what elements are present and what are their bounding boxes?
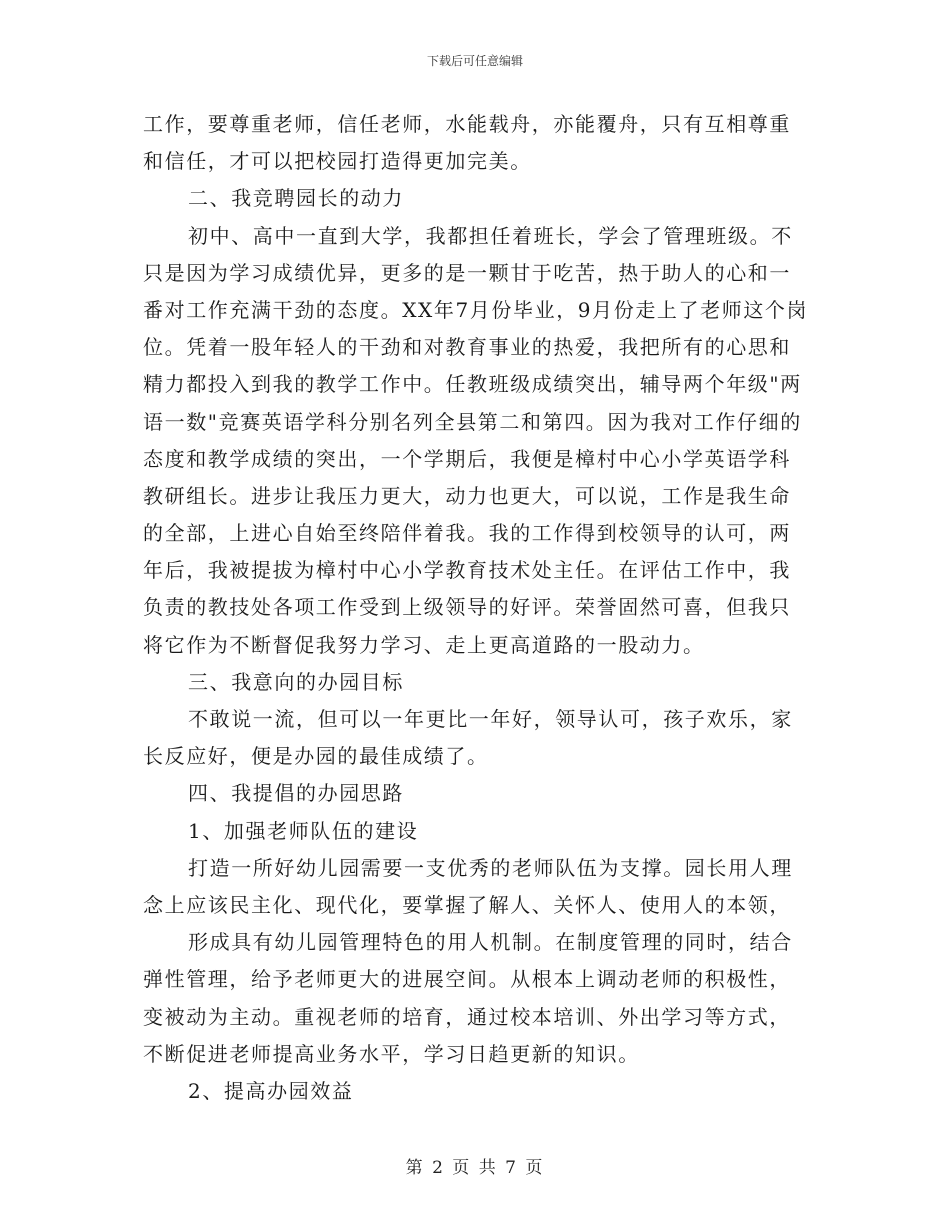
text-line: 三、我意向的办园目标 (188, 669, 404, 694)
text-line: 不敢说一流，但可以一年更比一年好，领导认可，孩子欢乐，家 (188, 707, 793, 731)
page-footer: 第 2 页 共 7 页 (405, 1158, 545, 1178)
text-line: 的全部，上进心自始至终陪伴着我。我的工作得到校领导的认可，两 (143, 521, 791, 546)
text-line: 变被动为主动。重视老师的培育，通过校本培训、外出学习等方式， (143, 1004, 791, 1029)
text-line: 形成具有幼儿园管理特色的用人机制。在制度管理的同时，结合 (188, 930, 793, 955)
page-header: 下载后可任意编辑 (426, 54, 523, 68)
text-line: 位。凭着一股年轻人的干劲和对教育事业的热爱，我把所有的心思和 (143, 335, 791, 360)
text-line: 语一数"竞赛英语学科分别名列全县第二和第四。因为我对工作仔细的 (143, 409, 802, 434)
text-line: 工作，要尊重老师，信任老师，水能载舟，亦能覆舟，只有互相尊重 (143, 112, 791, 136)
text-line: 教研组长。进步让我压力更大，动力也更大，可以说，工作是我生命 (143, 483, 791, 508)
text-line: 2、提高办园效益 (188, 1078, 354, 1103)
text-line: 打造一所好幼儿园需要一支优秀的老师队伍为支撑。园长用人理 (188, 855, 793, 880)
text-line: 1、加强老师队伍的建设 (188, 818, 419, 843)
text-line: 将它作为不断督促我努力学习、走上更高道路的一股动力。 (143, 632, 705, 657)
text-line: 精力都投入到我的教学工作中。任教班级成绩突出，辅导两个年级"两 (143, 372, 802, 397)
text-line: 不断促进老师提高业务水平，学习日趋更新的知识。 (143, 1041, 640, 1066)
text-line: 四、我提倡的办园思路 (188, 781, 404, 806)
text-line: 长反应好，便是办园的最佳成绩了。 (143, 744, 489, 769)
text-line: 年后，我被提拔为樟村中心小学教育技术处主任。在评估工作中，我 (143, 558, 791, 583)
text-line: 弹性管理，给予老师更大的进展空间。从根本上调动老师的积极性， (143, 967, 791, 992)
body-text (143, 106, 807, 1110)
text-line: 和信任，才可以把校园打造得更加完美。 (143, 149, 532, 174)
text-line: 负责的教技处各项工作受到上级领导的好评。荣誉固然可喜，但我只 (143, 595, 791, 620)
text-line: 初中、高中一直到大学，我都担任着班长，学会了管理班级。不 (188, 223, 793, 248)
text-line: 番对工作充满干劲的态度。XX年7月份毕业，9月份走上了老师这个岗 (143, 297, 809, 322)
text-line: 态度和教学成绩的突出，一个学期后，我便是樟村中心小学英语学科 (143, 446, 791, 471)
text-line: 二、我竞聘园长的动力 (188, 186, 404, 211)
text-line: 只是因为学习成绩优异，更多的是一颗甘于吃苦，热于助人的心和一 (143, 260, 791, 285)
text-line: 念上应该民主化、现代化，要掌握了解人、关怀人、使用人的本领， (143, 892, 791, 917)
